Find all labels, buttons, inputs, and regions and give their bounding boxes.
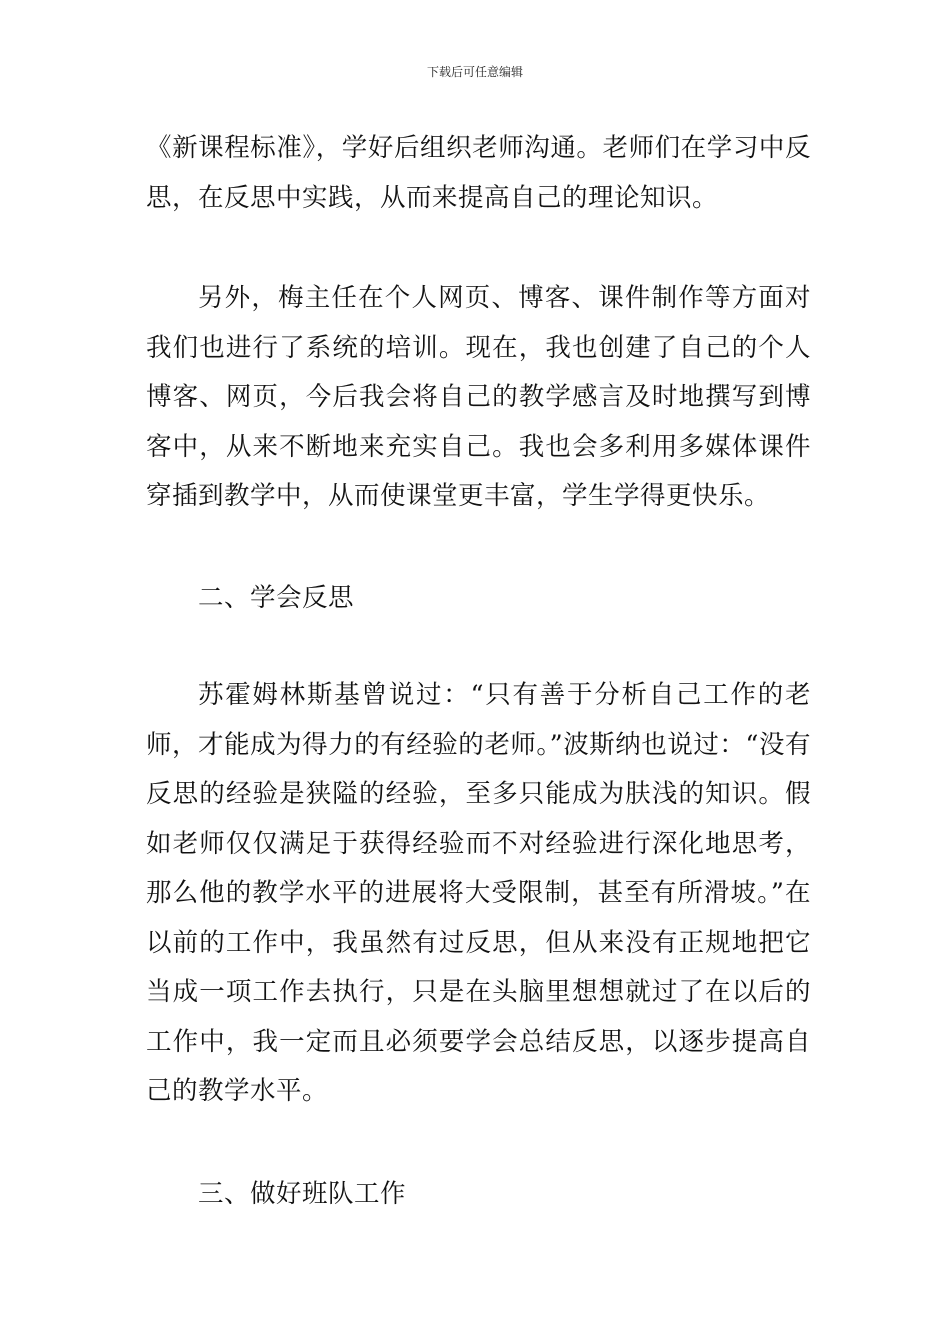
paragraph-curriculum-standards: 《新课程标准》，学好后组织老师沟通。老师们在学习中反思，在反思中实践，从而来提高自己的理论知识。 xyxy=(146,133,811,213)
paragraph-blog-training: 另外，梅主任在个人网页、博客、课件制作等方面对我们也进行了系统的培训。现在，我也创建了自己的个人博客、网页，今后我会将自己的教学感言及时地撰写到博客中，从来不断地来充实自己。我也会多利用多媒体课件穿插到教学中，从而使课堂更丰富，学生学得更快乐。 xyxy=(146,283,811,511)
paragraph-reflection: 苏霍姆林斯基曾说过：“只有善于分析自己工作的老师，才能成为得力的有经验的老师。”波斯纳也说过：“没有反思的经验是狭隘的经验，至多只能成为肤浅的知识。假如老师仅仅满足于获得经验而不对经验进行深化地思考，那么他的教学水平的进展将大受限制，甚至有所滑坡。”在以前的工作中，我虽然有过反思，但从来没有正规地把它当成一项工作去执行，只是在头脑里想想就过了在以后的工作中，我一定而且必须要学会总结反思，以逐步提高自己的教学水平。 xyxy=(146,680,811,1106)
section-heading-reflection: 二、学会反思 xyxy=(198,583,355,613)
section-heading-class-work: 三、做好班队工作 xyxy=(198,1179,407,1209)
header-note: 下载后可任意编辑 xyxy=(426,65,523,79)
